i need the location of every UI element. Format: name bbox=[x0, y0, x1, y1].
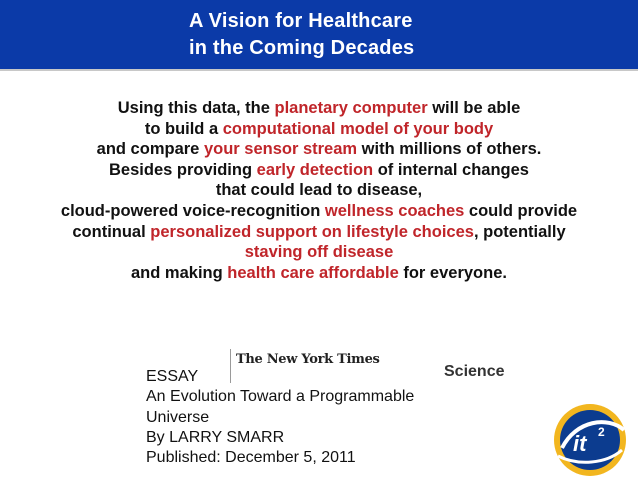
quote-text: continual bbox=[72, 222, 151, 241]
quote-text: and making bbox=[131, 263, 228, 282]
quote-text: Using this data, the bbox=[117, 99, 275, 117]
essay-title-line-2: Universe bbox=[146, 408, 210, 426]
quote-text: Besides providing bbox=[109, 160, 257, 179]
slide-header bbox=[0, 0, 638, 71]
highlighted-phrase: health care affordable bbox=[227, 263, 399, 282]
quote-text: for everyone. bbox=[398, 263, 507, 282]
science-logo: Science bbox=[444, 363, 505, 380]
highlighted-phrase: staving off disease bbox=[244, 243, 394, 262]
nyt-logo: The New York Times bbox=[236, 352, 380, 367]
svg-text:2: 2 bbox=[598, 425, 605, 439]
quote-text: of internal changes bbox=[373, 160, 529, 179]
quote-line bbox=[0, 160, 638, 181]
quote-line bbox=[0, 222, 638, 243]
it2-logo-icon bbox=[548, 396, 632, 480]
quote-text: to build a bbox=[144, 119, 223, 138]
vision-quote bbox=[0, 98, 638, 283]
quote-line bbox=[0, 98, 638, 119]
quote-line bbox=[0, 119, 638, 140]
quote-text: with millions of others. bbox=[357, 140, 542, 159]
highlighted-phrase: your sensor stream bbox=[203, 140, 358, 159]
quote-line bbox=[0, 201, 638, 222]
highlighted-phrase: early detection bbox=[256, 160, 374, 179]
quote-line bbox=[0, 242, 638, 263]
essay-published-date: Published: December 5, 2011 bbox=[146, 449, 356, 467]
quote-text: and compare bbox=[96, 140, 204, 159]
highlighted-phrase: computational model of your body bbox=[222, 119, 494, 138]
essay-citation bbox=[146, 367, 506, 468]
quote-text: will be able bbox=[427, 99, 521, 117]
quote-line bbox=[0, 180, 638, 201]
essay-title-line-1: An Evolution Toward a Programmable bbox=[146, 388, 415, 406]
quote-text: , potentially bbox=[473, 222, 566, 241]
quote-line bbox=[0, 139, 638, 160]
quote-line bbox=[0, 263, 638, 284]
slide-title-line-2: in the Coming Decades bbox=[189, 37, 415, 59]
essay-byline: By LARRY SMARR bbox=[146, 428, 285, 446]
highlighted-phrase: personalized support on lifestyle choices bbox=[150, 222, 474, 241]
highlighted-phrase: wellness coaches bbox=[324, 201, 465, 220]
essay-label: ESSAY bbox=[146, 368, 199, 385]
quote-text: cloud-powered voice-recognition bbox=[60, 201, 325, 220]
slide-title-line-1: A Vision for Healthcare bbox=[189, 10, 413, 32]
svg-text:it: it bbox=[573, 431, 587, 456]
highlighted-phrase: planetary computer bbox=[274, 99, 428, 117]
quote-text: that could lead to disease, bbox=[215, 181, 423, 200]
quote-text: could provide bbox=[464, 201, 578, 220]
